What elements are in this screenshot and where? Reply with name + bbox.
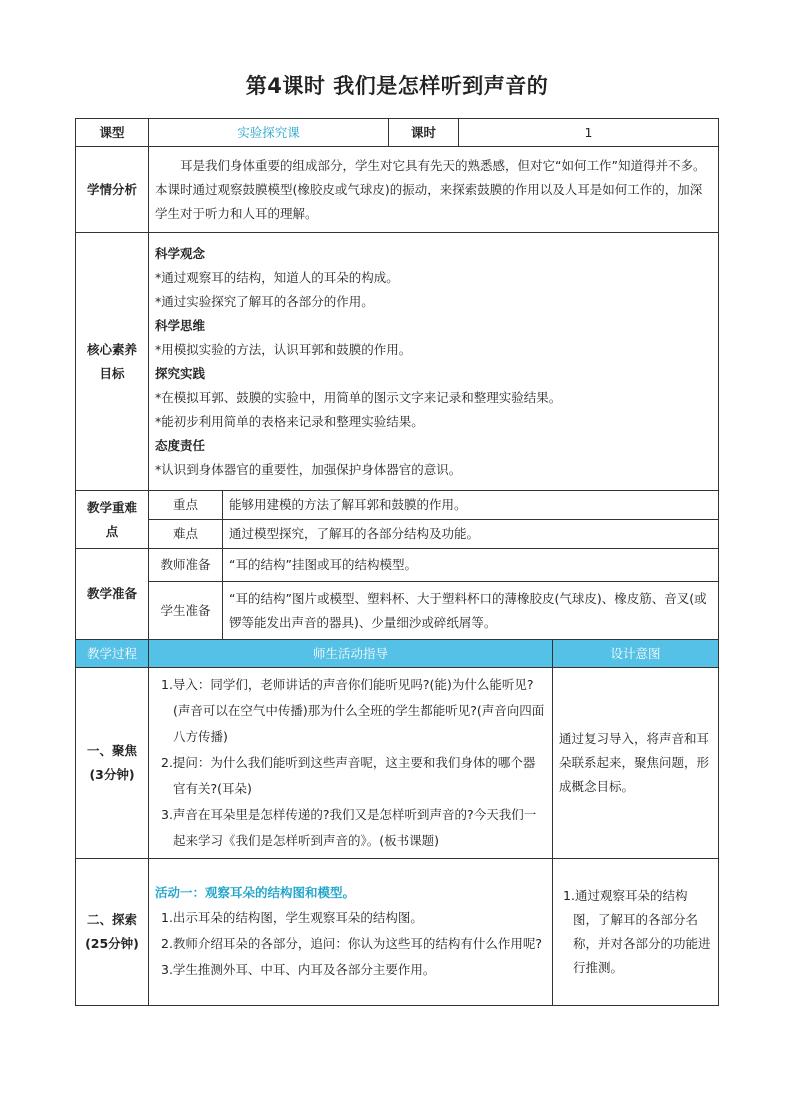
core-line: *用模拟实验的方法，认识耳郭和鼓膜的作用。 (155, 341, 412, 357)
difficulty-row (76, 520, 719, 549)
keypoints-label: 教学重难点 (76, 491, 149, 549)
keypoint-row (76, 491, 719, 520)
type-label: 课型 (76, 119, 149, 147)
core-line: *通过实验探究了解耳的各部分的作用。 (155, 293, 374, 309)
period-label: 课时 (389, 119, 459, 147)
core-line: *通过观察耳的结构，知道人的耳朵的构成。 (155, 269, 399, 285)
info-row (76, 119, 719, 147)
stage-explore-row (76, 859, 719, 1006)
analysis-row (76, 147, 719, 233)
core-content (149, 233, 719, 491)
core-heading-thinking: 科学思维 (155, 317, 206, 333)
list-item: 1.出示耳朵的结构图，学生观察耳朵的结构图。 (161, 910, 423, 925)
list-item: 3.声音在耳朵里是怎样传递的?我们又是怎样听到声音的?今天我们一起来学习《我们是怎样听到声音的》。(板书课题) (161, 807, 537, 848)
core-label-line2: 目标 (99, 365, 125, 381)
stage2-name: 二、探索 (86, 912, 137, 927)
activity-title: 活动一：观察耳朵的结构图和模型。 (155, 885, 356, 900)
stage-focus-row (76, 668, 719, 859)
stage2-time: (25分钟) (85, 936, 139, 951)
process-header-col3: 设计意图 (553, 640, 719, 668)
teacher-prep-row (76, 549, 719, 582)
student-prep-text: “耳的结构”图片或模型、塑料杯、大于塑料杯口的薄橡胶皮(气球皮)、橡皮筋、音叉(或锣等能发出声音的器具)、少量细沙或碎纸屑等。 (223, 582, 719, 640)
core-row (76, 233, 719, 491)
stage1-label (76, 668, 149, 859)
list-item: 3.学生推测外耳、中耳、内耳及各部分主要作用。 (161, 962, 436, 977)
stage2-design (553, 859, 719, 1006)
difficulty-label: 难点 (149, 520, 223, 549)
process-header-col1: 教学过程 (76, 640, 149, 668)
teacher-prep-label: 教师准备 (149, 549, 223, 582)
stage1-activities (149, 668, 553, 859)
core-line: *能初步利用简单的表格来记录和整理实验结果。 (155, 413, 424, 429)
list-item: 2.教师介绍耳朵的各部分，追问：你认为这些耳的结构有什么作用呢? (161, 936, 543, 951)
process-header-row (76, 640, 719, 668)
core-heading-attitude: 态度责任 (155, 437, 206, 453)
analysis-label: 学情分析 (76, 147, 149, 233)
core-label (76, 233, 149, 491)
core-heading-concept: 科学观念 (155, 245, 206, 261)
analysis-text: 耳是我们身体重要的组成部分，学生对它具有先天的熟悉感，但对它“如何工作”知道得并不多。本课时通过观察鼓膜模型(橡胶皮或气球皮)的振动，来探索鼓膜的作用以及人耳是如何工作的，加深学生对于听力和人耳的理解。 (149, 147, 719, 233)
stage2-label (76, 859, 149, 1006)
core-label-line1: 核心素养 (86, 341, 137, 357)
teacher-prep-text: “耳的结构”挂图或耳的结构模型。 (223, 549, 719, 582)
core-heading-practice: 探究实践 (155, 365, 206, 381)
prep-label: 教学准备 (76, 549, 149, 640)
page-title: 第4课时 我们是怎样听到声音的 (245, 74, 549, 98)
student-prep-row (76, 582, 719, 640)
stage1-design: 通过复习导入，将声音和耳朵联系起来，聚焦问题，形成概念目标。 (553, 668, 719, 859)
key-text: 能够用建模的方法了解耳郭和鼓膜的作用。 (223, 491, 719, 520)
student-prep-label: 学生准备 (149, 582, 223, 640)
stage2-activities (149, 859, 553, 1006)
stage2-design-text: 1.通过观察耳朵的结构图，了解耳的各部分名称，并对各部分的功能进行推测。 (563, 888, 711, 975)
process-header-col2: 师生活动指导 (149, 640, 553, 668)
key-label: 重点 (149, 491, 223, 520)
stage1-time: (3分钟) (89, 767, 135, 782)
list-item: 1.导入：同学们，老师讲话的声音你们能听见吗?(能)为什么能听见?(声音可以在空气中传播)那为什么全班的学生都能听见?(声音向四面八方传播) (161, 677, 545, 744)
core-line: *认识到身体器官的重要性，加强保护身体器官的意识。 (155, 461, 462, 477)
type-value: 实验探究课 (149, 119, 389, 147)
stage1-name: 一、聚焦 (86, 743, 137, 758)
period-value: 1 (459, 119, 719, 147)
difficulty-text: 通过模型探究，了解耳的各部分结构及功能。 (223, 520, 719, 549)
list-item: 2.提问：为什么我们能听到这些声音呢，这主要和我们身体的哪个器官有关?(耳朵) (161, 755, 536, 796)
core-line: *在模拟耳郭、鼓膜的实验中，用简单的图示文字来记录和整理实验结果。 (155, 389, 562, 405)
lesson-plan-table (75, 118, 719, 1006)
